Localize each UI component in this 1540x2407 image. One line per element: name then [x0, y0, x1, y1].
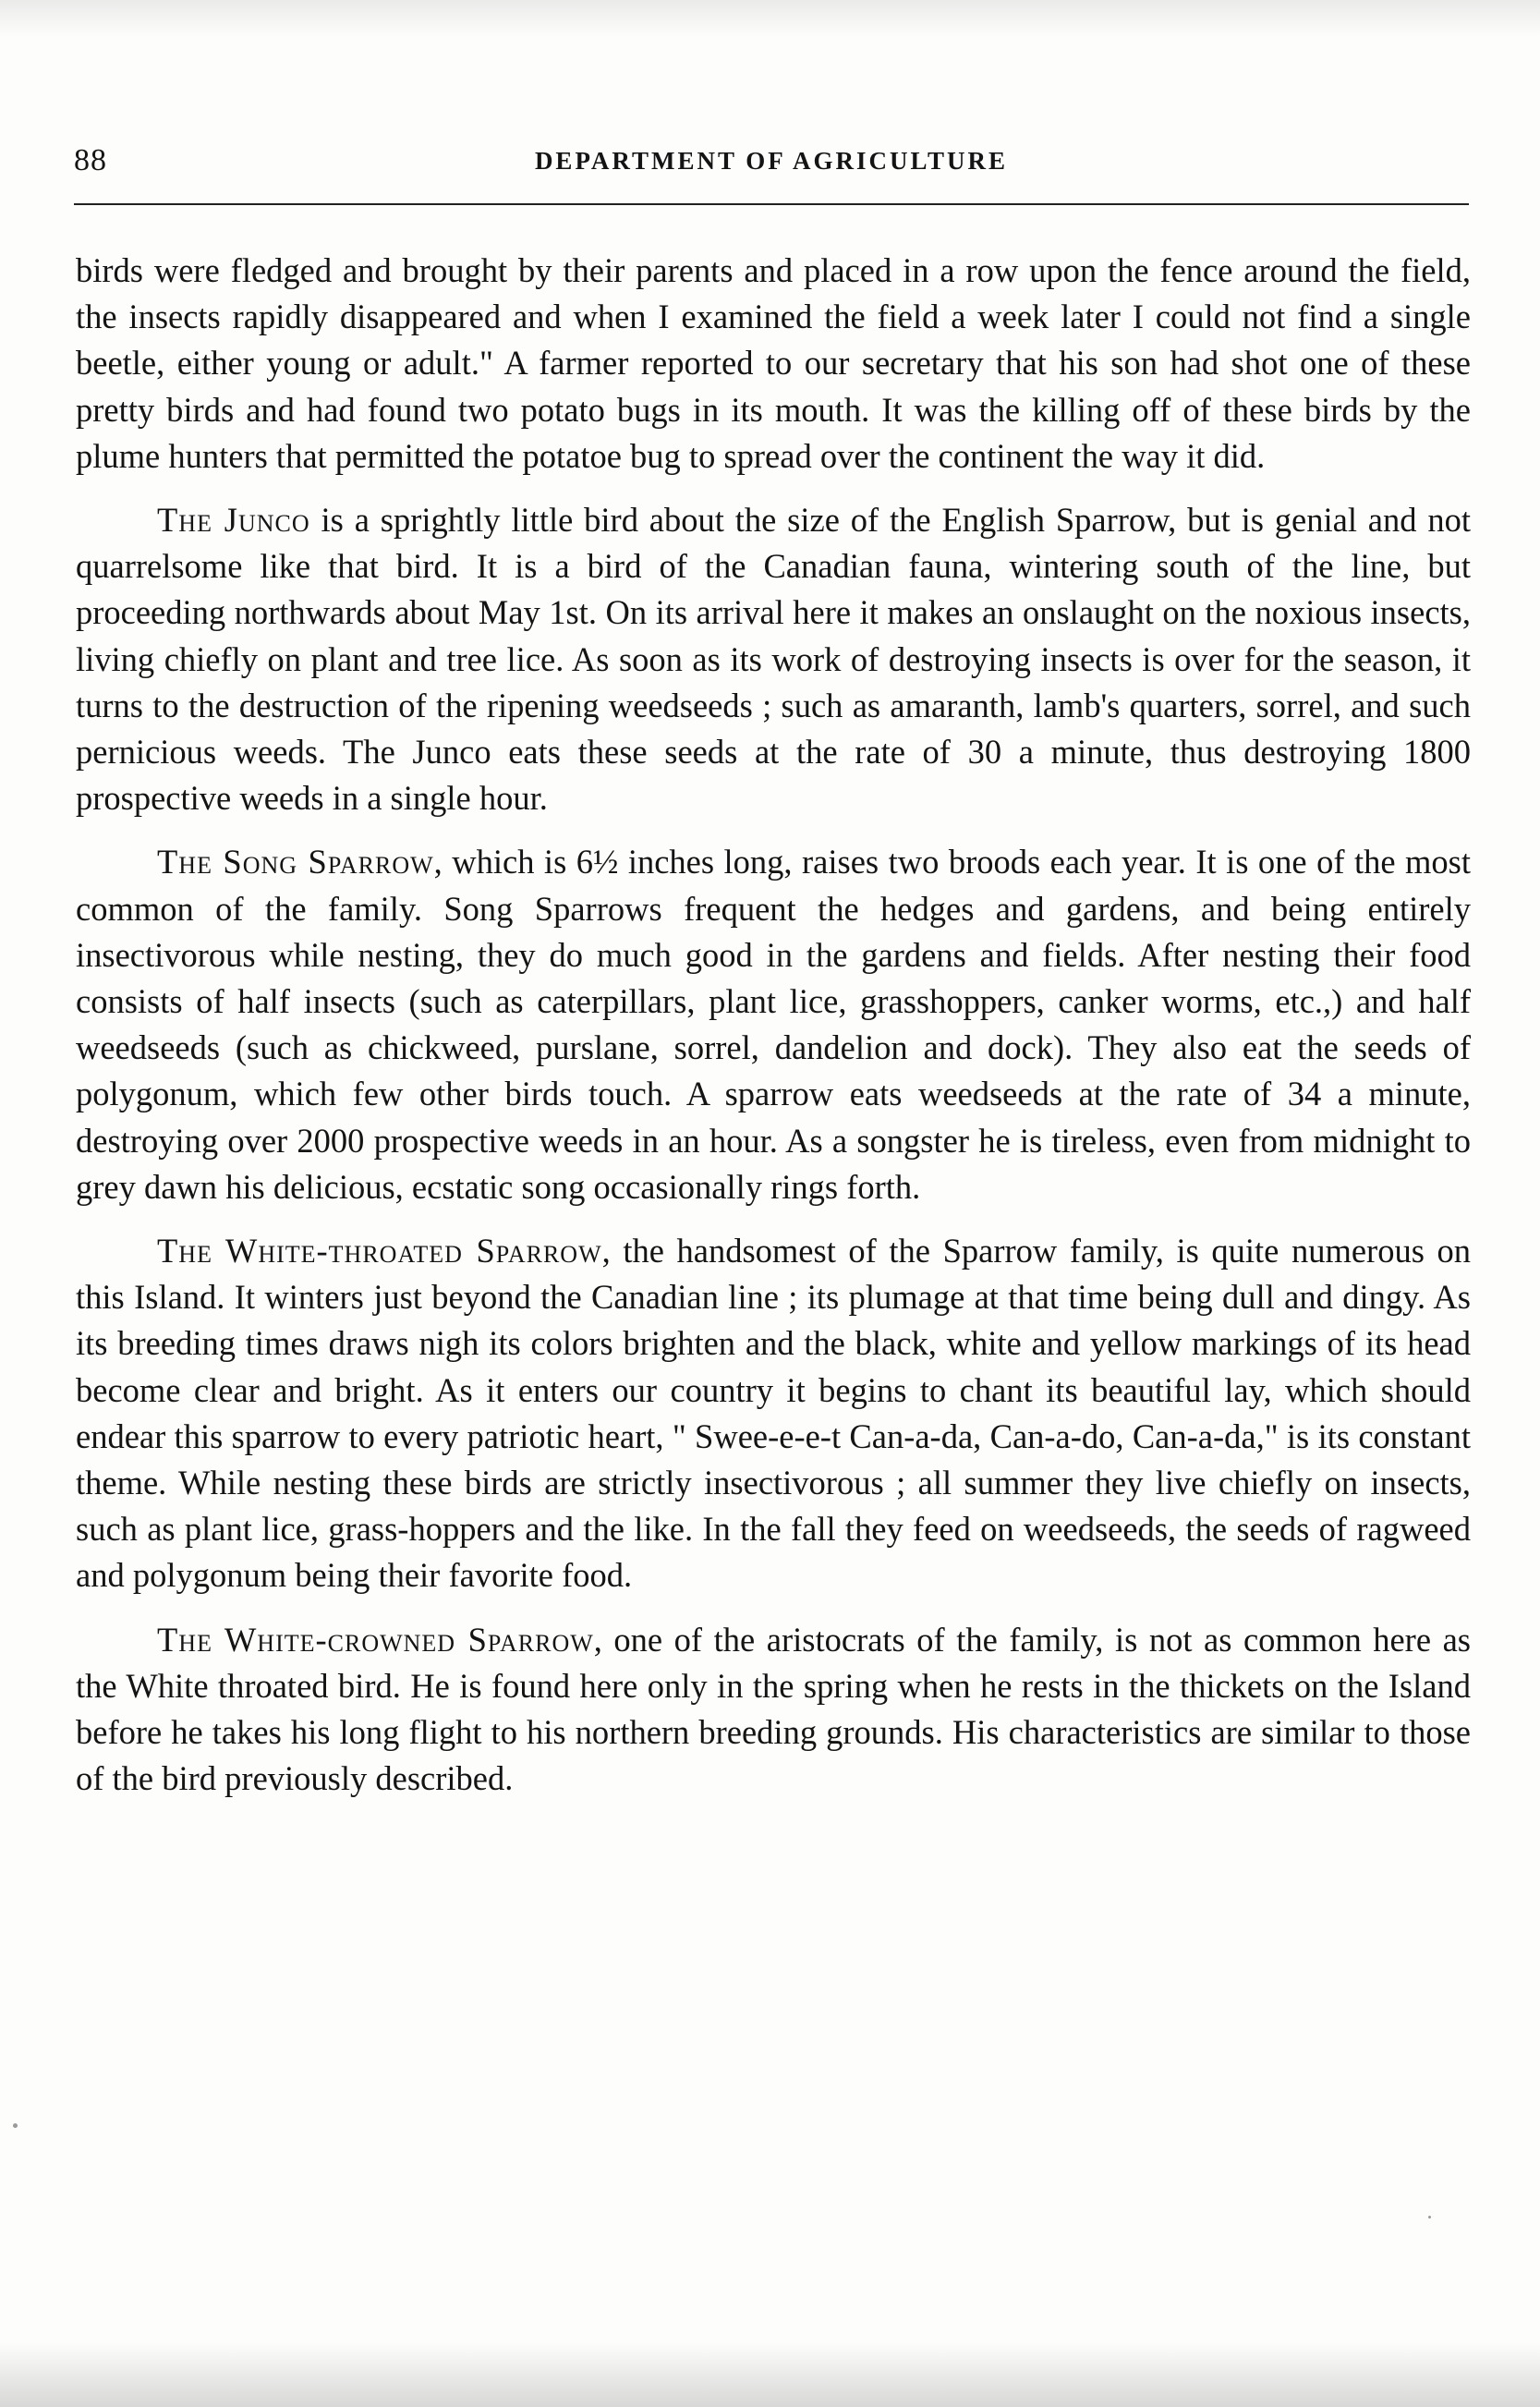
running-head [74, 143, 1469, 189]
scan-edge-bottom [0, 2342, 1540, 2407]
paragraph-lead: The Song Sparrow [157, 843, 434, 881]
paragraph-text: , the handsomest of the Sparrow family, is quite numerous on this Island. It winters just beyond the Canadian line ; its plumage at that time being dull and dingy. As its breeding times draws nigh its colors brighten and the black, white and yellow markings of its head become clear and bright. As it enters our country it begins to chant its beautiful lay, which should endear this sparrow to every patriotic heart, " Swee-e-e-t Can-a-da, Can-a-do, Can-a-da," is its constant theme. While nesting these birds are strictly insectivorous ; all summer they live chiefly on insects, such as plant lice, grass-hoppers and the like. In the fall they feed on weedseeds, the seeds of ragweed and polygonum being their favorite food. [76, 1232, 1471, 1595]
paragraph-text: , which is 6½ inches long, raises two broods each year. It is one of the most common of the family. Song Sparrows frequent the hedges and gardens, and being entirely insectivorous while nesting, they do much good in the gardens and fields. After nesting their food consists of half insects (such as caterpillars, plant lice, grasshoppers, canker worms, etc.,) and half weedseeds (such as chickweed, purslane, sorrel, dandelion and dock). They also eat the seeds of polygonum, which few other birds touch. A sparrow eats weedseeds at the rate of 34 a minute, destroying over 2000 prospective weeds in an hour. As a songster he is tireless, even from midnight to grey dawn his delicious, ecstatic song occasionally rings forth. [76, 843, 1471, 1206]
scan-speck [13, 2123, 18, 2128]
page-number: 88 [74, 143, 107, 177]
body-text [76, 248, 1471, 1820]
paragraph-song-sparrow [76, 839, 1471, 1210]
scan-speck [1428, 2216, 1431, 2219]
paragraph-lead: The Junco [157, 501, 310, 540]
paragraph-lead: The White-crowned Sparrow [157, 1620, 594, 1659]
paragraph-text: , one of the aristocrats of the family, is not as common here as the White throated bird. He is found here only in the spring when he rests in the thickets on the Island before he takes his long flight to his northern breeding grounds. His characteristics are similar to those of the bird previously described. [76, 1620, 1471, 1798]
paragraph-junco [76, 497, 1471, 821]
paragraph-white-throated-sparrow [76, 1228, 1471, 1599]
paragraph-white-crowned-sparrow [76, 1617, 1471, 1803]
paragraph-text: is a sprightly little bird about the size of the English Sparrow, but is genial and not quarrelsome like that bird. It is a bird of the Canadian fauna, wintering south of the line, but proceeding northwards about May 1st. On its arrival here it makes an onslaught on the noxious insects, living chiefly on plant and tree lice. As soon as its work of destroying insects is over for the season, it turns to the destruction of the ripening weedseeds ; such as amaranth, lamb's quarters, sorrel, and such pernicious weeds. The Junco eats these seeds at the rate of 30 a minute, thus destroying 1800 prospective weeds in a single hour. [76, 501, 1471, 818]
paragraph-continuation [76, 248, 1471, 480]
scan-edge-top [0, 0, 1540, 37]
header-title: DEPARTMENT OF AGRICULTURE [534, 147, 1009, 175]
paragraph-lead: The White-throated Sparrow [157, 1232, 602, 1270]
header-rule [74, 203, 1469, 205]
paragraph-text: birds were fledged and brought by their parents and placed in a row upon the fence around the field, the insects rapidly disappeared and when I examined the field a week later I could not find a single beetle, either young or adult." A farmer reported to our secretary that his son had shot one of these pretty birds and had found two potato bugs in its mouth. It was the killing off of these birds by the plume hunters that permitted the potatoe bug to spread over the continent the way it did. [76, 251, 1471, 475]
